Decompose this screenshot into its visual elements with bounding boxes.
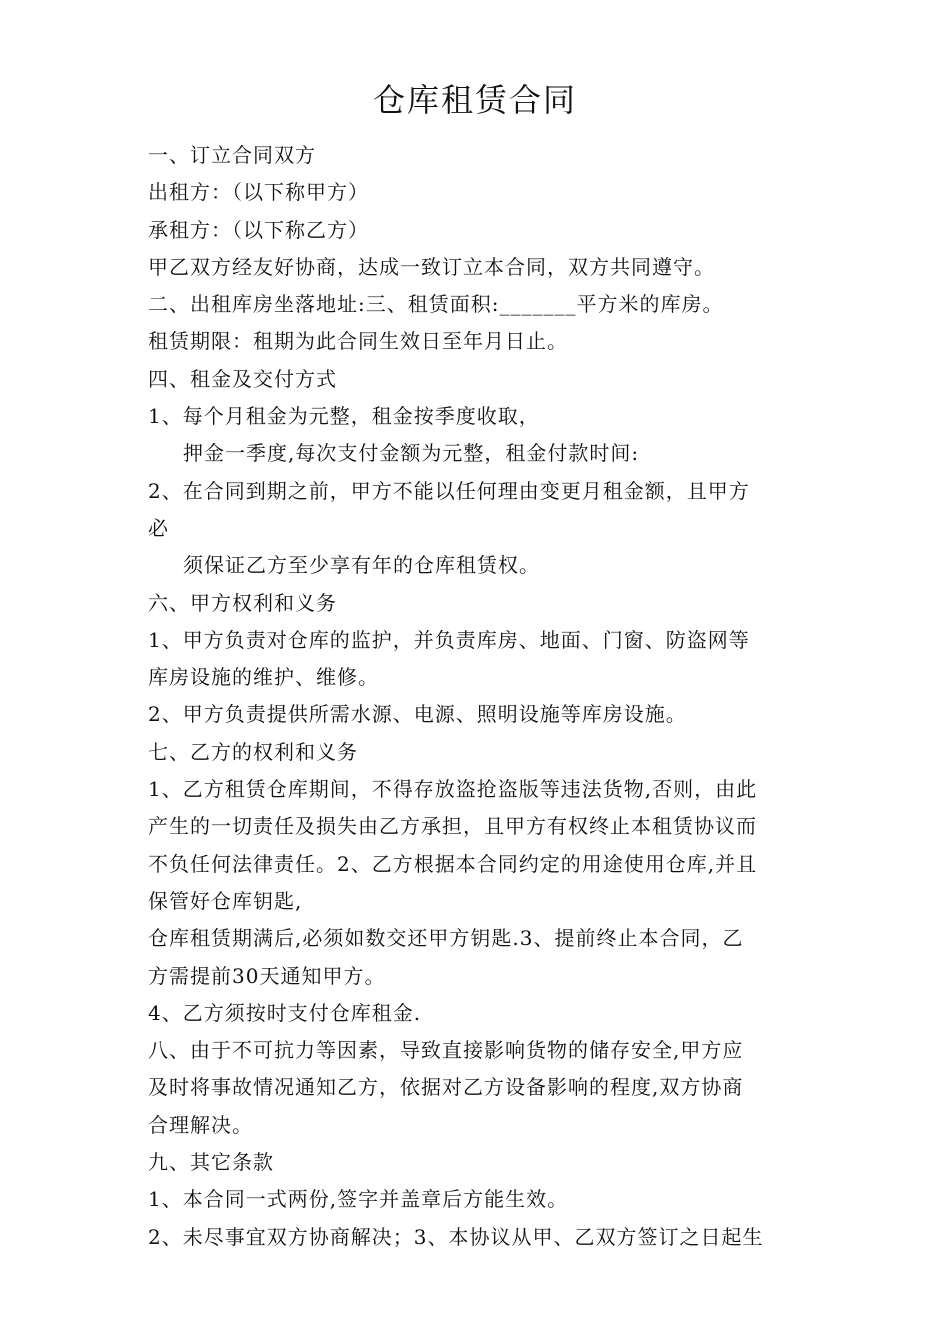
rent-clause-2-wrap: 必 [148,515,169,540]
lease-term-line: 租赁期限：租期为此合同生效日至年月日止。 [148,329,568,354]
lessee-clause-2: 不负任何法律责任。2、乙方根据本合同约定的用途使用仓库,并且 [148,851,758,876]
agreement-paragraph: 甲乙双方经友好协商，达成一致订立本合同，双方共同遵守。 [148,254,715,279]
force-majeure-clause-continued: 及时将事故情况通知乙方，依据对乙方设备影响的程度,双方协商 [148,1075,744,1100]
rent-clause-2-continued: 须保证乙方至少享有年的仓库租赁权。 [183,553,540,578]
rent-clause-1: 1、每个月租金为元整，租金按季度收取， [148,404,540,429]
other-terms-clause-2: 2、未尽事宜双方协商解决；3、本协议从甲、乙双方签订之日起生 [148,1224,764,1249]
lessee-clause-2-continued: 保管好仓库钥匙, [148,888,303,913]
lessor-clause-2: 2、甲方负责提供所需水源、电源、照明设施等库房设施。 [148,702,687,727]
lessee-clause-3-continued: 方需提前30天通知甲方。 [148,963,386,988]
lessor-clause-1: 1、甲方负责对仓库的监护，并负责库房、地面、门窗、防盗网等 [148,627,750,652]
lessee-line: 承租方：（以下称乙方） [148,217,369,242]
section-heading-lessor-rights: 六、甲方权利和义务 [148,590,337,615]
section-heading-other-terms: 九、其它条款 [148,1150,274,1175]
section-heading-parties: 一、订立合同双方 [148,143,316,167]
lessee-clause-1: 1、乙方租赁仓库期间，不得存放盗抢盗版等违法货物,否则，由此 [148,777,758,802]
document-title: 仓库租赁合同 [372,81,577,119]
force-majeure-clause-end: 合理解决。 [148,1112,253,1137]
section-heading-rent: 四、租金及交付方式 [148,366,337,391]
force-majeure-clause: 八、由于不可抗力等因素，导致直接影响货物的储存安全,甲方应 [148,1038,744,1063]
lessee-clause-4: 4、乙方须按时支付仓库租金. [148,1000,422,1025]
lessee-clause-3: 仓库租赁期满后,必须如数交还甲方钥匙.3、提前终止本合同，乙 [148,926,744,951]
lessee-clause-1-continued: 产生的一切责任及损失由乙方承担，且甲方有权终止本租赁协议而 [148,814,757,839]
section-heading-lessee-rights: 七、乙方的权利和义务 [148,739,358,764]
rent-clause-1-continued: 押金一季度,每次支付金额为元整，租金付款时间: [183,441,640,466]
document-body [148,137,808,1256]
rent-clause-2: 2、在合同到期之前，甲方不能以任何理由变更月租金额，且甲方 [148,478,750,503]
lessor-clause-1-continued: 库房设施的维护、维修。 [148,665,379,690]
other-terms-clause-1: 1、本合同一式两份,签字并盖章后方能生效。 [148,1187,569,1212]
lessor-line: 出租方：（以下称甲方） [148,180,369,205]
location-area-line: 二、出租库房坐落地址:三、租赁面积:_______平方米的库房。 [148,292,724,317]
